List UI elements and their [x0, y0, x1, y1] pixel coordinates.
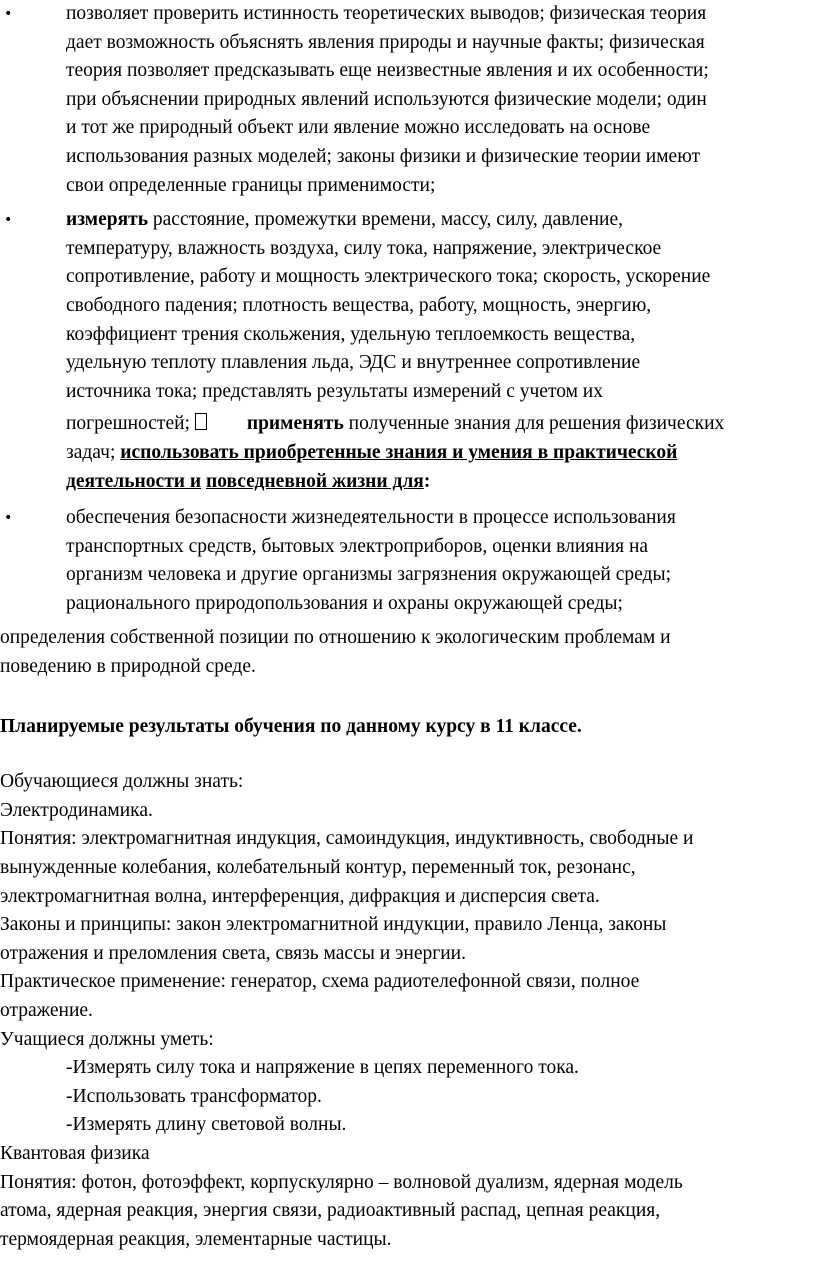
text-line: Электродинамика.: [0, 799, 153, 821]
text-line: погрешностей; применять полученные знания для решения физических: [66, 413, 725, 435]
skill-item: -Использовать трансформатор.: [66, 1085, 322, 1107]
skill-item: -Измерять силу тока и напряжение в цепях переменного тока.: [66, 1057, 579, 1079]
bullet-item-measure: [4, 206, 806, 496]
text-line: позволяет проверить истинность теоретических выводов; физическая теория: [66, 3, 707, 24]
text-line: температуру, влажность воздуха, силу тока, напряжение, электрическое: [66, 237, 662, 259]
text-line: организм человека и другие организмы загрязнения окружающей среды;: [66, 564, 671, 586]
text-line: отражения и преломления света, связь массы и энергии.: [0, 942, 466, 964]
use-knowledge-phrase: использовать приобретенные знания и умения в практической: [120, 441, 678, 463]
learning-outcomes: [0, 768, 810, 1254]
text-line: определения собственной позиции по отношению к экологическим проблемам и: [0, 627, 671, 649]
section-heading-container: [0, 713, 810, 742]
text-line: транспортных средств, бытовых электроприборов, оценки влияния на: [66, 535, 649, 557]
text-line: рационального природопользования и охраны окружающей среды;: [66, 592, 623, 614]
measure-word: измерять: [66, 209, 149, 231]
text-line: поведению в природной среде.: [0, 656, 256, 678]
text-line: термоядерная реакция, элементарные частицы.: [0, 1228, 392, 1250]
text-line: свои определенные границы применимости;: [66, 174, 436, 196]
bullet-item-theory: [4, 0, 806, 200]
text-line: обеспечения безопасности жизнедеятельности в процессе использования: [66, 507, 676, 529]
bullet-glyph: •: [4, 510, 13, 527]
text-line: и тот же природный объект или явление можно исследовать на основе: [66, 117, 651, 139]
text-line: задач; использовать приобретенные знания и умения в практической: [66, 441, 678, 463]
missing-glyph-box-icon: [195, 413, 207, 430]
text-line: измерять расстояние, промежутки времени, массу, силу, давление,: [66, 209, 623, 231]
text-line: использования разных моделей; законы физики и физические теории имеют: [66, 145, 701, 167]
text-line: свободного падения; плотность вещества, работу, мощность, энергию,: [66, 294, 652, 316]
text-line: теория позволяет предсказывать еще неизвестные явления и их особенности;: [66, 60, 709, 82]
text-line: Квантовая физика: [0, 1142, 150, 1164]
text-line: сопротивление, работу и мощность электрического тока; скорость, ускорение: [66, 266, 711, 288]
text-line: электромагнитная волна, интерференция, дифракция и дисперсия света.: [0, 885, 600, 907]
text-line: при объяснении природных явлений используются физические модели; один: [66, 88, 707, 110]
text-line: коэффициент трения скольжения, удельную теплоемкость вещества,: [66, 323, 636, 345]
bullet-glyph: •: [4, 6, 13, 22]
apply-word: применять: [246, 413, 344, 435]
text-line: Учащиеся должны уметь:: [0, 1028, 214, 1050]
text-line: Обучающиеся должны знать:: [0, 771, 244, 793]
text-line: удельную теплоту плавления льда, ЭДС и внутреннее сопротивление: [66, 352, 641, 374]
text-line: Понятия: фотон, фотоэффект, корпускулярно – волновой дуализм, ядерная модель: [0, 1171, 683, 1193]
section-heading: Планируемые результаты обучения по данному курсу в 11 классе.: [0, 715, 582, 737]
skill-item: -Измерять длину световой волны.: [66, 1114, 347, 1136]
bullet-glyph: •: [4, 212, 13, 229]
text-line: деятельности и повседневной жизни для:: [66, 470, 431, 492]
text-line: отражение.: [0, 1000, 93, 1021]
text-line: вынужденные колебания, колебательный контур, переменный ток, резонанс,: [0, 857, 636, 879]
text-line: источника тока; представлять результаты измерений с учетом их: [66, 380, 603, 402]
text-line: Понятия: электромагнитная индукция, самоиндукция, индуктивность, свободные и: [0, 828, 694, 850]
text-line: атома, ядерная реакция, энергия связи, радиоактивный распад, цепная реакция,: [0, 1200, 661, 1222]
text-line: Практическое применение: генератор, схема радиотелефонной связи, полное: [0, 971, 640, 993]
text-line: дает возможность объяснять явления природы и научные факты; физическая: [66, 31, 705, 53]
paragraph-position: [0, 624, 810, 681]
text-line: Законы и принципы: закон электромагнитной индукции, правило Ленца, законы: [0, 914, 667, 936]
bullet-item-safety: [4, 504, 806, 618]
